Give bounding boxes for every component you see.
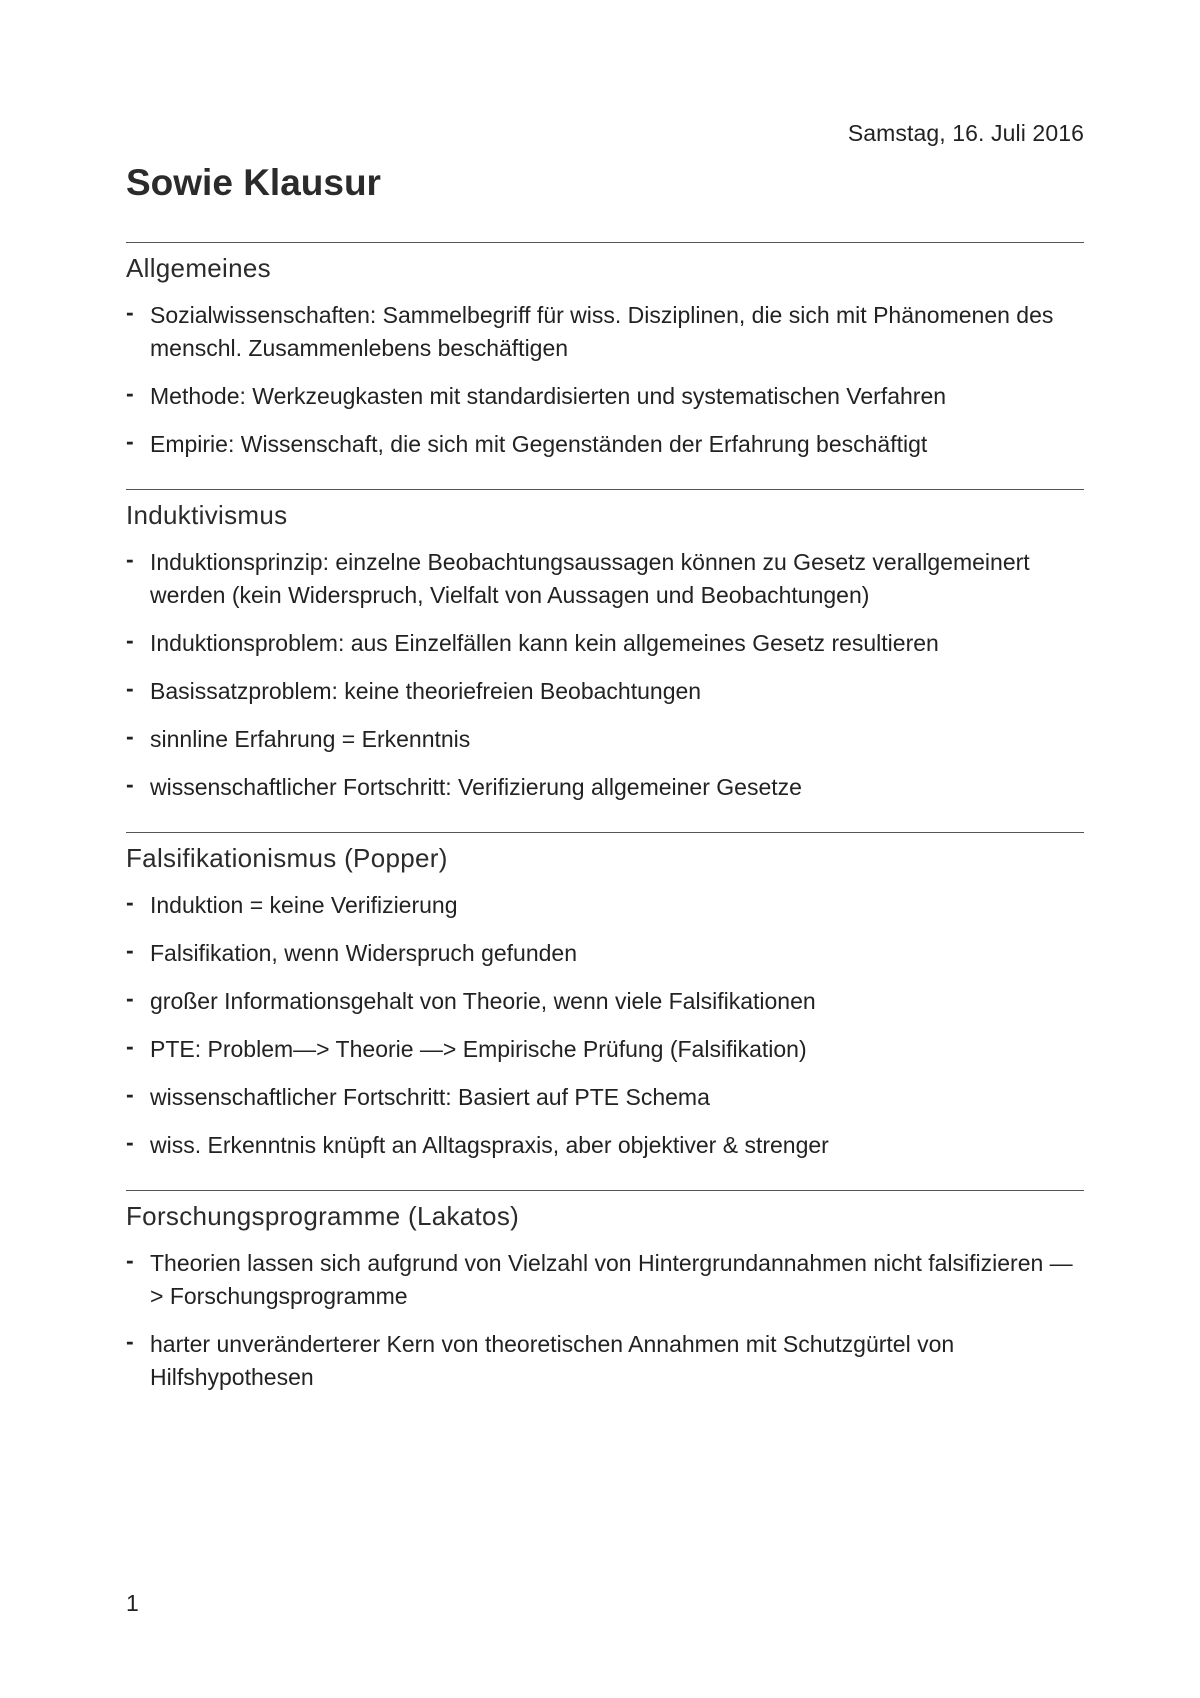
bullet-list [126,1247,1084,1394]
section-falsifikationismus [126,832,1084,1162]
list-item: - Basissatzproblem: keine theoriefreien Beobachtungen [126,675,1084,708]
section-heading: Induktivismus [126,500,288,530]
section-allgemeines [126,242,1084,461]
list-item: - Induktionsproblem: aus Einzelfällen kann kein allgemeines Gesetz resultieren [126,627,1084,660]
list-item: - Methode: Werkzeugkasten mit standardisierten und systematischen Verfahren [126,380,1084,413]
section-heading: Forschungsprogramme (Lakatos) [126,1201,520,1231]
list-item: - wiss. Erkenntnis knüpft an Alltagspraxis, aber objektiver & strenger [126,1129,1084,1162]
page-number: 1 [126,1590,139,1616]
list-item: - Theorien lassen sich aufgrund von Vielzahl von Hintergrundannahmen nicht falsifizieren —> Forschungsprogramme [126,1247,1084,1313]
bullet-list [126,299,1084,461]
list-item: - Induktion = keine Verifizierung [126,889,1084,922]
sections-container [126,242,1084,1422]
section-heading: Falsifikationismus (Popper) [126,843,448,873]
date: Samstag, 16. Juli 2016 [847,120,1084,146]
section-heading: Allgemeines [126,253,271,283]
section-induktivismus [126,489,1084,804]
document-page [126,0,1084,1698]
section-forschungsprogramme [126,1190,1084,1394]
list-item: - Induktionsprinzip: einzelne Beobachtungsaussagen können zu Gesetz verallgemeinert werden (kein Widerspruch, Vielfalt von Aussagen und Beobachtungen) [126,546,1084,612]
list-item: - Sozialwissenschaften: Sammelbegriff für wiss. Disziplinen, die sich mit Phänomenen des menschl. Zusammenlebens beschäftigen [126,299,1084,365]
list-item: - Empirie: Wissenschaft, die sich mit Gegenständen der Erfahrung beschäftigt [126,428,1084,461]
bullet-list [126,546,1084,804]
list-item: - harter unveränderterer Kern von theoretischen Annahmen mit Schutzgürtel von Hilfshypothesen [126,1328,1084,1394]
list-item: - Falsifikation, wenn Widerspruch gefunden [126,937,1084,970]
page-title: Sowie Klausur [126,162,381,203]
list-item: - wissenschaftlicher Fortschritt: Verifizierung allgemeiner Gesetze [126,771,1084,804]
list-item: - sinnline Erfahrung = Erkenntnis [126,723,1084,756]
list-item: - großer Informationsgehalt von Theorie, wenn viele Falsifikationen [126,985,1084,1018]
list-item: - PTE: Problem—> Theorie —> Empirische Prüfung (Falsifikation) [126,1033,1084,1066]
bullet-list [126,889,1084,1162]
list-item: - wissenschaftlicher Fortschritt: Basiert auf PTE Schema [126,1081,1084,1114]
